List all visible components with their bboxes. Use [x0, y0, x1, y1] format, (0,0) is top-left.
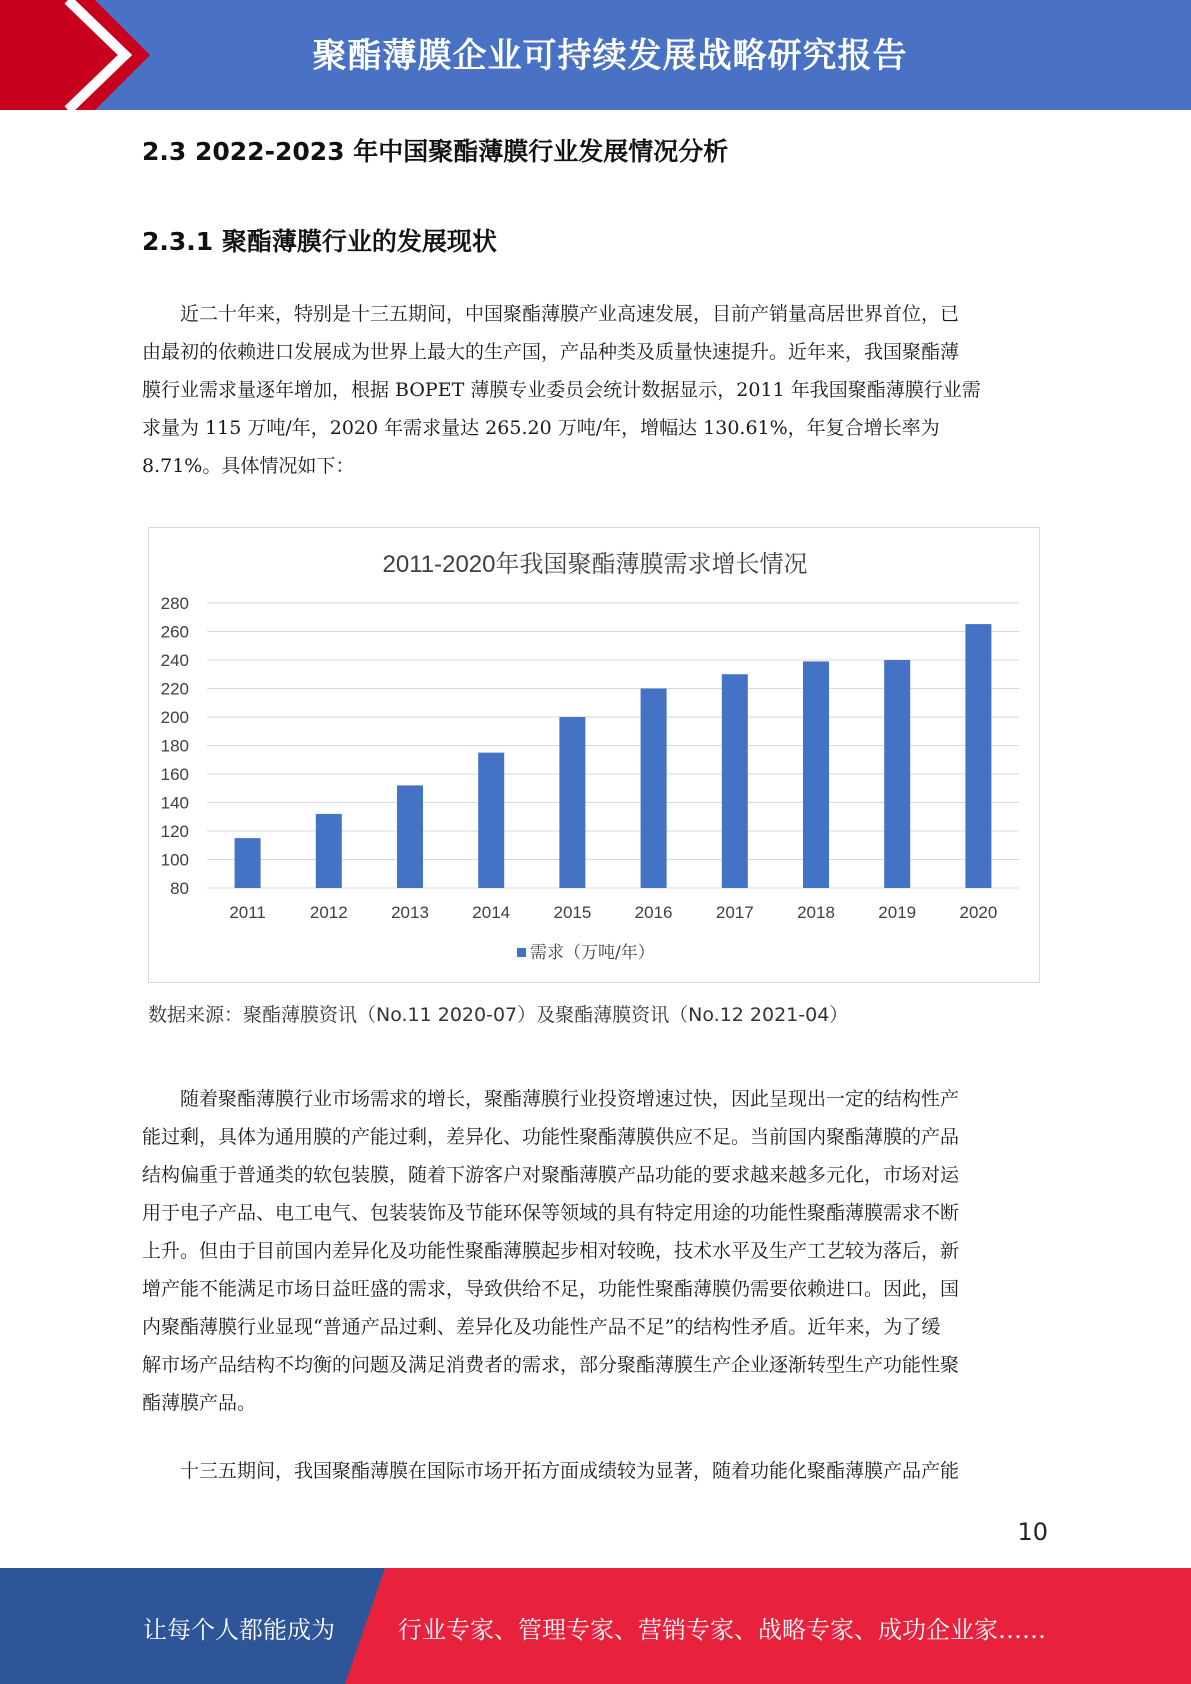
paragraph-line: 增产能不能满足市场日益旺盛的需求，导致供给不足，功能性聚酯薄膜仍需要依赖进口。因此，国	[142, 1278, 960, 1300]
x-tick-label: 2013	[391, 903, 429, 922]
paragraph-line: 酯薄膜产品。	[142, 1392, 257, 1414]
bar-2019	[884, 660, 910, 888]
paragraph-intro	[142, 295, 1047, 485]
bar-2016	[641, 689, 667, 889]
chart-legend	[517, 942, 655, 963]
header-title: 聚酯薄膜企业可持续发展战略研究报告	[312, 36, 908, 76]
header-red-chevron-icon	[0, 0, 160, 110]
x-tick-label: 2020	[959, 903, 998, 922]
y-tick-label: 120	[160, 822, 189, 841]
bar-2012	[316, 814, 342, 888]
page-number: 10	[1017, 1518, 1048, 1546]
paragraph-line: 随着聚酯薄膜行业市场需求的增长，聚酯薄膜行业投资增速过快，因此呈现出一定的结构性产	[142, 1088, 960, 1110]
chart-source-note: 数据来源：聚酯薄膜资讯（No.11 2020-07）及聚酯薄膜资讯（No.12 2021-04）	[148, 1004, 849, 1026]
x-tick-label: 2017	[715, 903, 754, 922]
page-footer	[0, 1568, 1191, 1684]
section-heading: 2.3 2022-2023 年中国聚酯薄膜行业发展情况分析	[142, 137, 729, 166]
y-tick-label: 140	[160, 793, 189, 813]
paragraph-line: 由最初的依赖进口发展成为世界上最大的生产国，产品种类及质量快速提升。近年来，我国聚酯薄	[142, 341, 960, 363]
bar-2015	[559, 717, 585, 888]
page-header	[0, 0, 1191, 110]
y-tick-label: 240	[160, 651, 189, 670]
demand-chart	[148, 527, 1040, 983]
bar-2017	[722, 674, 748, 888]
y-tick-label: 100	[160, 850, 189, 870]
paragraph-line: 近二十年来，特别是十三五期间，中国聚酯薄膜产业高速发展，目前产销量高居世界首位，已	[142, 303, 960, 325]
chart-bars	[235, 624, 992, 888]
x-tick-label: 2015	[553, 903, 592, 922]
chart-title: 2011-2020年我国聚酯薄膜需求增长情况	[382, 551, 808, 578]
bar-2020	[965, 624, 991, 888]
legend-label: 需求（万吨/年）	[530, 943, 655, 963]
paragraph-international	[142, 1452, 1047, 1490]
y-tick-label: 280	[160, 594, 189, 613]
x-tick-label: 2016	[634, 903, 673, 922]
x-tick-label: 2012	[309, 903, 348, 922]
subsection-heading: 2.3.1 聚酯薄膜行业的发展现状	[142, 227, 497, 256]
x-tick-label: 2011	[229, 903, 266, 922]
y-tick-label: 80	[170, 879, 189, 898]
paragraph-line: 用于电子产品、电工电气、包装装饰及节能环保等领域的具有特定用途的功能性聚酯薄膜需求不断	[142, 1202, 960, 1224]
bar-2018	[803, 661, 829, 888]
paragraph-line: 内聚酯薄膜行业显现“普通产品过剩、差异化及功能性产品不足”的结构性矛盾。近年来，为了缓	[142, 1316, 941, 1338]
x-tick-label: 2018	[797, 903, 835, 922]
x-tick-label: 2014	[472, 903, 511, 922]
paragraph-line: 8.71%。具体情况如下：	[142, 455, 355, 477]
bar-2011	[235, 838, 261, 888]
footer-slogan-left: 让每个人都能成为	[143, 1616, 335, 1644]
y-tick-label: 260	[160, 622, 189, 642]
paragraph-line: 解市场产品结构不均衡的问题及满足消费者的需求，部分聚酯薄膜生产企业逐渐转型生产功能性聚	[142, 1354, 960, 1376]
chart-x-axis	[229, 903, 997, 922]
y-tick-label: 220	[160, 679, 189, 699]
bar-2013	[397, 785, 423, 888]
paragraph-line: 结构偏重于普通类的软包装膜，随着下游客户对聚酯薄膜产品功能的要求越来越多元化，市场对运	[142, 1164, 960, 1186]
footer-slogan-right: 行业专家、管理专家、营销专家、战略专家、成功企业家……	[398, 1616, 1046, 1644]
y-tick-label: 180	[160, 736, 189, 756]
y-tick-label: 200	[160, 708, 189, 727]
chart-y-axis	[161, 594, 189, 898]
y-tick-label: 160	[160, 765, 189, 784]
x-tick-label: 2019	[878, 903, 917, 922]
bar-2014	[478, 753, 504, 888]
paragraph-line: 求量为 115 万吨/年，2020 年需求量达 265.20 万吨/年，增幅达 130.61%，年复合增长率为	[142, 417, 940, 439]
paragraph-structure	[142, 1080, 1047, 1422]
legend-swatch	[517, 948, 526, 957]
paragraph-line: 膜行业需求量逐年增加，根据 BOPET 薄膜专业委员会统计数据显示，2011 年我国聚酯薄膜行业需	[142, 379, 981, 401]
demand-bar-chart	[149, 528, 1041, 984]
paragraph-line: 上升。但由于目前国内差异化及功能性聚酯薄膜起步相对较晚，技术水平及生产工艺较为落后，新	[142, 1240, 960, 1262]
paragraph-line: 能过剩，具体为通用膜的产能过剩，差异化、功能性聚酯薄膜供应不足。当前国内聚酯薄膜的产品	[142, 1126, 960, 1148]
paragraph-line: 十三五期间，我国聚酯薄膜在国际市场开拓方面成绩较为显著，随着功能化聚酯薄膜产品产能	[142, 1460, 960, 1482]
